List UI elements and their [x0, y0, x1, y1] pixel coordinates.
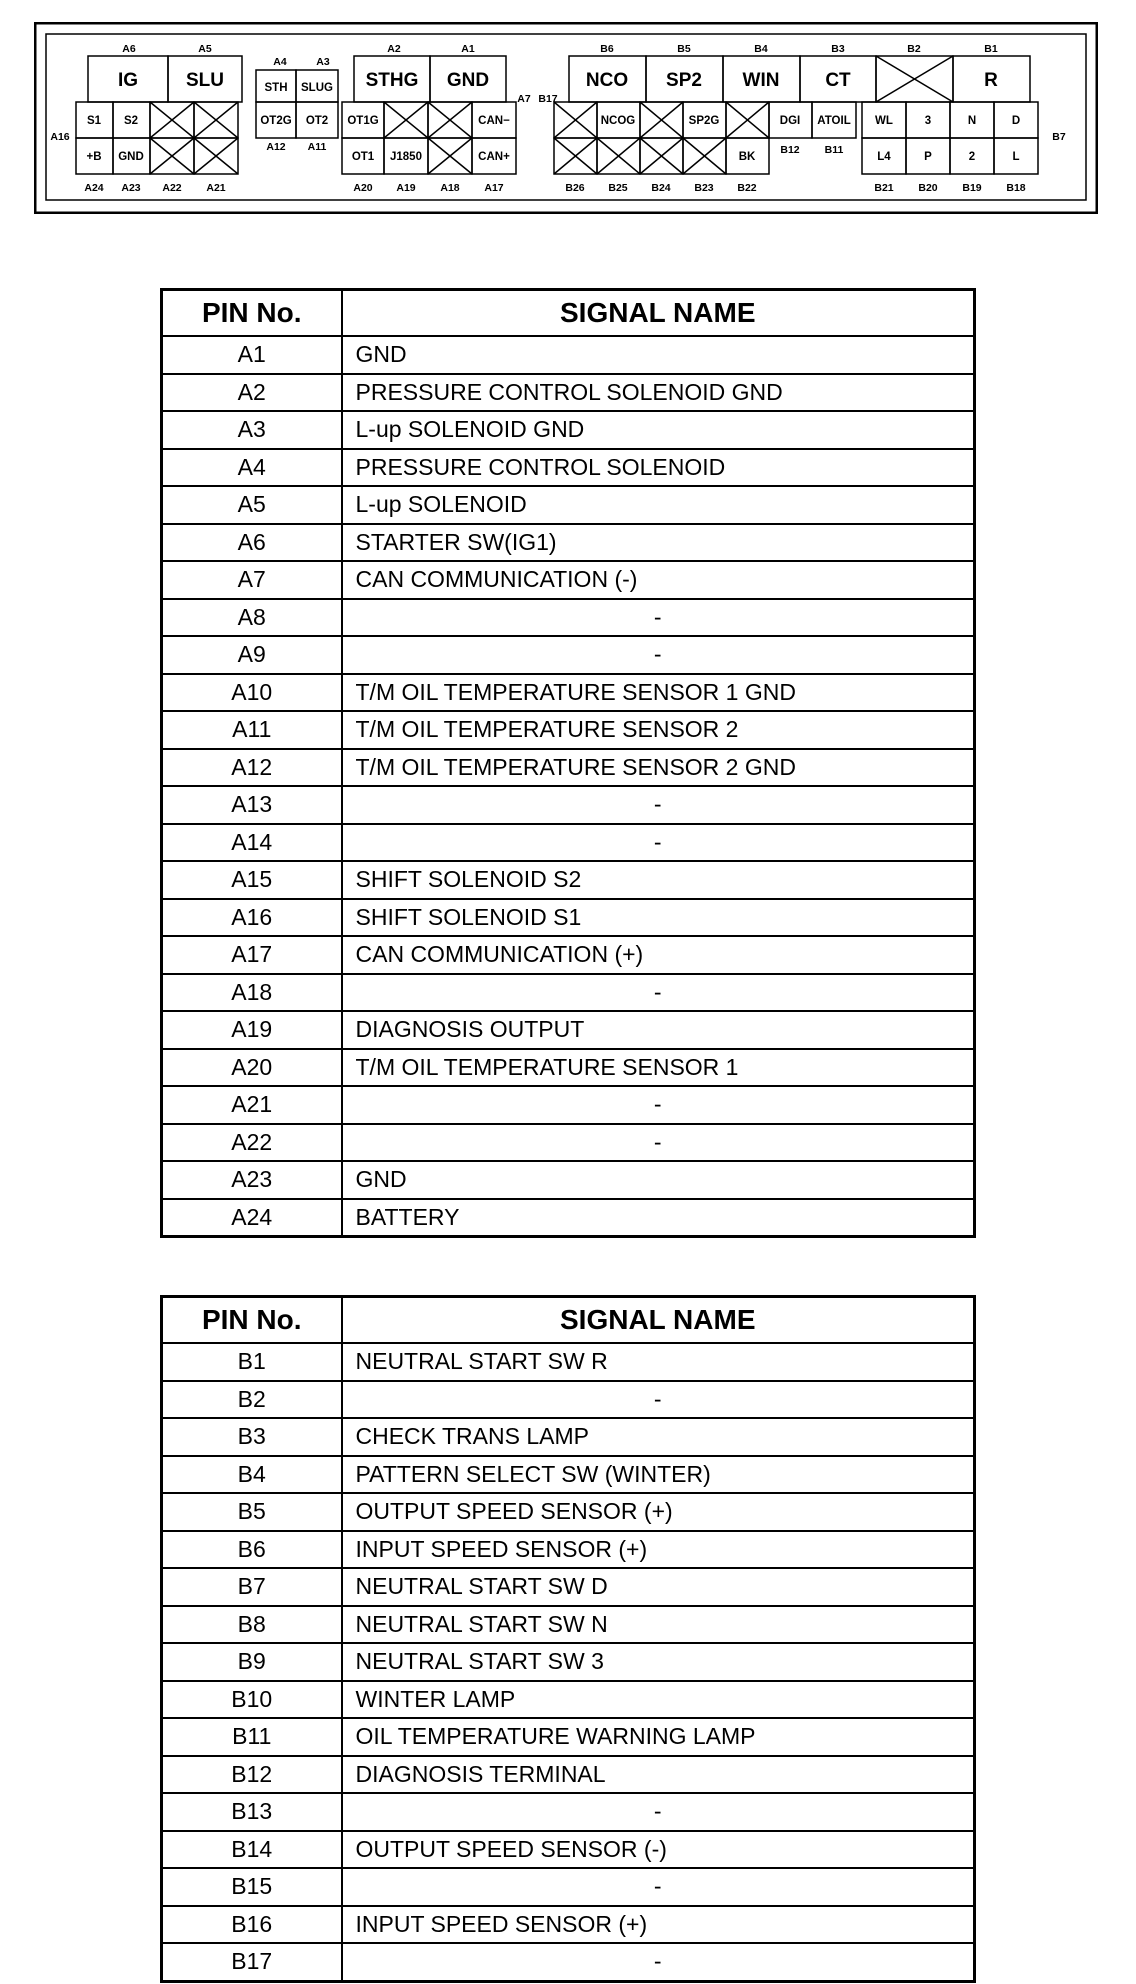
- table-header-row: [162, 290, 975, 337]
- signal-name-cell: -: [342, 1086, 975, 1124]
- signal-name-cell: DIAGNOSIS TERMINAL: [342, 1756, 975, 1794]
- pin-number-cell: B3: [162, 1418, 342, 1456]
- table-row: [162, 1868, 975, 1906]
- table-row: [162, 1906, 975, 1944]
- cell-label: NCOG: [600, 115, 636, 127]
- pin-number-cell: A11: [162, 711, 342, 749]
- table-row: [162, 1011, 975, 1049]
- pin-label: B1: [984, 43, 998, 55]
- signal-name-cell: -: [342, 824, 975, 862]
- pin-label: B2: [907, 43, 921, 55]
- pin-number-cell: B6: [162, 1531, 342, 1569]
- pin-number-cell: B8: [162, 1606, 342, 1644]
- table-row: [162, 786, 975, 824]
- cell-label: OT2: [305, 115, 329, 127]
- cell-label: DGI: [779, 115, 801, 127]
- cell-label: STH: [264, 82, 288, 94]
- table-row: [162, 1086, 975, 1124]
- signal-name-cell: -: [342, 1124, 975, 1162]
- pin-label: B12: [780, 144, 800, 156]
- signal-name-cell: WINTER LAMP: [342, 1681, 975, 1719]
- pin-number-cell: A6: [162, 524, 342, 562]
- cell-label: CT: [825, 70, 851, 91]
- table-row: [162, 1793, 975, 1831]
- table-row: [162, 411, 975, 449]
- signal-name-cell: CAN COMMUNICATION (+): [342, 936, 975, 974]
- pin-no-header: PIN No.: [162, 290, 342, 337]
- signal-name-cell: NEUTRAL START SW N: [342, 1606, 975, 1644]
- pin-label: B25: [608, 182, 628, 194]
- table-row: [162, 1943, 975, 1981]
- pin-label: B26: [565, 182, 585, 194]
- signal-name-cell: -: [342, 1381, 975, 1419]
- cell-label: S1: [86, 115, 102, 127]
- cell-label: SP2: [666, 70, 702, 91]
- connector-diagram: [34, 22, 1098, 214]
- signal-name-cell: CHECK TRANS LAMP: [342, 1418, 975, 1456]
- table-row: [162, 524, 975, 562]
- signal-name-cell: BATTERY: [342, 1199, 975, 1237]
- pin-label: A16: [50, 131, 70, 143]
- pin-label: A22: [162, 182, 182, 194]
- table-row: [162, 374, 975, 412]
- cell-label: CAN−: [478, 115, 510, 127]
- signal-name-header: SIGNAL NAME: [342, 1297, 975, 1344]
- pin-number-cell: B10: [162, 1681, 342, 1719]
- pin-number-cell: B7: [162, 1568, 342, 1606]
- signal-name-cell: STARTER SW(IG1): [342, 524, 975, 562]
- table-row: [162, 1831, 975, 1869]
- pin-number-cell: A24: [162, 1199, 342, 1237]
- pin-label: B19: [962, 182, 982, 194]
- signal-name-cell: T/M OIL TEMPERATURE SENSOR 2 GND: [342, 749, 975, 787]
- table-row: [162, 899, 975, 937]
- signal-name-cell: PRESSURE CONTROL SOLENOID GND: [342, 374, 975, 412]
- pin-number-cell: A20: [162, 1049, 342, 1087]
- cell-label: L4: [877, 151, 891, 163]
- table-row: [162, 336, 975, 374]
- signal-name-cell: PRESSURE CONTROL SOLENOID: [342, 449, 975, 487]
- table-row: [162, 1343, 975, 1381]
- pin-number-cell: A15: [162, 861, 342, 899]
- pin-number-cell: A17: [162, 936, 342, 974]
- pin-label: A19: [396, 182, 416, 194]
- signal-name-cell: NEUTRAL START SW R: [342, 1343, 975, 1381]
- signal-name-cell: GND: [342, 1161, 975, 1199]
- cell-label: STHG: [365, 70, 419, 91]
- signal-name-cell: CAN COMMUNICATION (-): [342, 561, 975, 599]
- signal-name-cell: -: [342, 786, 975, 824]
- signal-name-cell: PATTERN SELECT SW (WINTER): [342, 1456, 975, 1494]
- cell-label: N: [967, 115, 977, 127]
- cell-label: S2: [123, 115, 139, 127]
- table-row: [162, 1049, 975, 1087]
- table-row: [162, 1756, 975, 1794]
- signal-name-cell: T/M OIL TEMPERATURE SENSOR 1 GND: [342, 674, 975, 712]
- cell-label: L: [1012, 151, 1020, 163]
- cell-label: WL: [875, 115, 893, 127]
- pin-number-cell: B1: [162, 1343, 342, 1381]
- signal-name-cell: NEUTRAL START SW D: [342, 1568, 975, 1606]
- table-row: [162, 561, 975, 599]
- table-row: [162, 1493, 975, 1531]
- table-row: [162, 1124, 975, 1162]
- pin-number-cell: B13: [162, 1793, 342, 1831]
- pin-label: B20: [918, 182, 938, 194]
- pin-label: A12: [266, 141, 286, 153]
- table-row: [162, 486, 975, 524]
- pin-label: A1: [461, 43, 475, 55]
- table-row: [162, 1718, 975, 1756]
- cell-label: 3: [924, 115, 932, 127]
- pin-number-cell: A9: [162, 636, 342, 674]
- pin-number-cell: A5: [162, 486, 342, 524]
- pin-label: A7: [517, 93, 531, 105]
- pin-number-cell: B15: [162, 1868, 342, 1906]
- pin-number-cell: A8: [162, 599, 342, 637]
- table-row: [162, 824, 975, 862]
- table-row: [162, 936, 975, 974]
- pin-number-cell: A3: [162, 411, 342, 449]
- pin-number-cell: A22: [162, 1124, 342, 1162]
- pin-number-cell: A2: [162, 374, 342, 412]
- pin-label: A2: [387, 43, 401, 55]
- pin-number-cell: A19: [162, 1011, 342, 1049]
- table-row: [162, 1643, 975, 1681]
- pin-number-cell: A14: [162, 824, 342, 862]
- pin-label: A21: [206, 182, 226, 194]
- table-a-body: [162, 336, 975, 1237]
- signal-name-cell: DIAGNOSIS OUTPUT: [342, 1011, 975, 1049]
- cell-label: SP2G: [688, 115, 720, 127]
- cell-label: NCO: [585, 70, 629, 91]
- pin-label: B22: [737, 182, 757, 194]
- pin-no-header: PIN No.: [162, 1297, 342, 1344]
- signal-name-header: SIGNAL NAME: [342, 290, 975, 337]
- pin-table-b: [160, 1295, 976, 1983]
- pin-label: A24: [84, 182, 104, 194]
- signal-name-cell: SHIFT SOLENOID S2: [342, 861, 975, 899]
- table-row: [162, 1531, 975, 1569]
- pin-number-cell: A23: [162, 1161, 342, 1199]
- pin-number-cell: B9: [162, 1643, 342, 1681]
- pin-number-cell: B11: [162, 1718, 342, 1756]
- pin-label: B11: [824, 144, 844, 156]
- table-header-row: [162, 1297, 975, 1344]
- signal-name-cell: -: [342, 636, 975, 674]
- table-row: [162, 974, 975, 1012]
- cell-label: R: [984, 70, 998, 91]
- cell-label: IG: [117, 70, 139, 91]
- connector-drawing: [34, 22, 1098, 214]
- table-row: [162, 449, 975, 487]
- cell-label: GND: [446, 70, 490, 91]
- pin-label: B4: [754, 43, 768, 55]
- signal-name-cell: OUTPUT SPEED SENSOR (+): [342, 1493, 975, 1531]
- pin-label: B7: [1052, 131, 1066, 143]
- signal-name-cell: SHIFT SOLENOID S1: [342, 899, 975, 937]
- pin-number-cell: B5: [162, 1493, 342, 1531]
- pin-label: A5: [198, 43, 212, 55]
- pin-label: A4: [273, 56, 287, 68]
- signal-name-cell: -: [342, 1868, 975, 1906]
- pin-label: B21: [874, 182, 894, 194]
- table-row: [162, 636, 975, 674]
- pin-label: B3: [831, 43, 845, 55]
- table-row: [162, 1456, 975, 1494]
- cell-label: 2: [968, 151, 976, 163]
- pin-number-cell: A12: [162, 749, 342, 787]
- pin-number-cell: B16: [162, 1906, 342, 1944]
- pin-label: A23: [121, 182, 141, 194]
- pin-number-cell: B14: [162, 1831, 342, 1869]
- table-row: [162, 1199, 975, 1237]
- pin-number-cell: A16: [162, 899, 342, 937]
- table-row: [162, 674, 975, 712]
- table-b-body: [162, 1343, 975, 1981]
- pin-label: A6: [122, 43, 136, 55]
- pin-number-cell: A4: [162, 449, 342, 487]
- pin-number-cell: B12: [162, 1756, 342, 1794]
- table-row: [162, 749, 975, 787]
- pin-label: B6: [600, 43, 614, 55]
- signal-name-cell: L-up SOLENOID: [342, 486, 975, 524]
- cell-label: SLU: [186, 70, 224, 91]
- pin-number-cell: A10: [162, 674, 342, 712]
- pin-label: B5: [677, 43, 691, 55]
- pin-number-cell: A21: [162, 1086, 342, 1124]
- pin-label: A17: [484, 182, 504, 194]
- cell-label: ATOIL: [817, 115, 851, 127]
- table-row: [162, 1568, 975, 1606]
- table-row: [162, 1418, 975, 1456]
- signal-name-cell: T/M OIL TEMPERATURE SENSOR 1: [342, 1049, 975, 1087]
- signal-name-cell: -: [342, 974, 975, 1012]
- signal-name-cell: INPUT SPEED SENSOR (+): [342, 1906, 975, 1944]
- pin-label: B18: [1006, 182, 1026, 194]
- cell-label: CAN+: [478, 151, 510, 163]
- signal-name-cell: -: [342, 1943, 975, 1981]
- signal-name-cell: INPUT SPEED SENSOR (+): [342, 1531, 975, 1569]
- pin-number-cell: B2: [162, 1381, 342, 1419]
- signal-name-cell: -: [342, 1793, 975, 1831]
- pin-label: A20: [353, 182, 373, 194]
- signal-name-cell: T/M OIL TEMPERATURE SENSOR 2: [342, 711, 975, 749]
- pin-number-cell: A7: [162, 561, 342, 599]
- table-row: [162, 711, 975, 749]
- cell-label: OT2G: [260, 115, 292, 127]
- signal-name-cell: OUTPUT SPEED SENSOR (-): [342, 1831, 975, 1869]
- cell-label: SLUG: [301, 82, 333, 94]
- table-row: [162, 861, 975, 899]
- pin-number-cell: B17: [162, 1943, 342, 1981]
- cell-label: GND: [118, 151, 144, 163]
- cell-label: OT1G: [347, 115, 379, 127]
- pin-number-cell: A18: [162, 974, 342, 1012]
- cell-label: J1850: [390, 151, 422, 163]
- cell-label: P: [924, 151, 932, 163]
- signal-name-cell: -: [342, 599, 975, 637]
- pin-label: B23: [694, 182, 714, 194]
- cell-label: D: [1011, 115, 1021, 127]
- signal-name-cell: GND: [342, 336, 975, 374]
- pin-label: A11: [307, 141, 327, 153]
- table-row: [162, 1161, 975, 1199]
- pin-label: A18: [440, 182, 460, 194]
- cell-label: OT1: [351, 151, 375, 163]
- table-row: [162, 1606, 975, 1644]
- pin-label: B24: [651, 182, 671, 194]
- cell-label: WIN: [742, 70, 780, 91]
- table-row: [162, 1681, 975, 1719]
- table-row: [162, 1381, 975, 1419]
- signal-name-cell: L-up SOLENOID GND: [342, 411, 975, 449]
- signal-name-cell: OIL TEMPERATURE WARNING LAMP: [342, 1718, 975, 1756]
- cell-label: +B: [86, 151, 102, 163]
- pin-number-cell: A1: [162, 336, 342, 374]
- table-row: [162, 599, 975, 637]
- pin-label: B17: [538, 93, 558, 105]
- pin-table-a: [160, 288, 976, 1238]
- signal-name-cell: NEUTRAL START SW 3: [342, 1643, 975, 1681]
- cell-label: BK: [738, 151, 756, 163]
- pin-label: A3: [316, 56, 330, 68]
- pin-number-cell: A13: [162, 786, 342, 824]
- pin-number-cell: B4: [162, 1456, 342, 1494]
